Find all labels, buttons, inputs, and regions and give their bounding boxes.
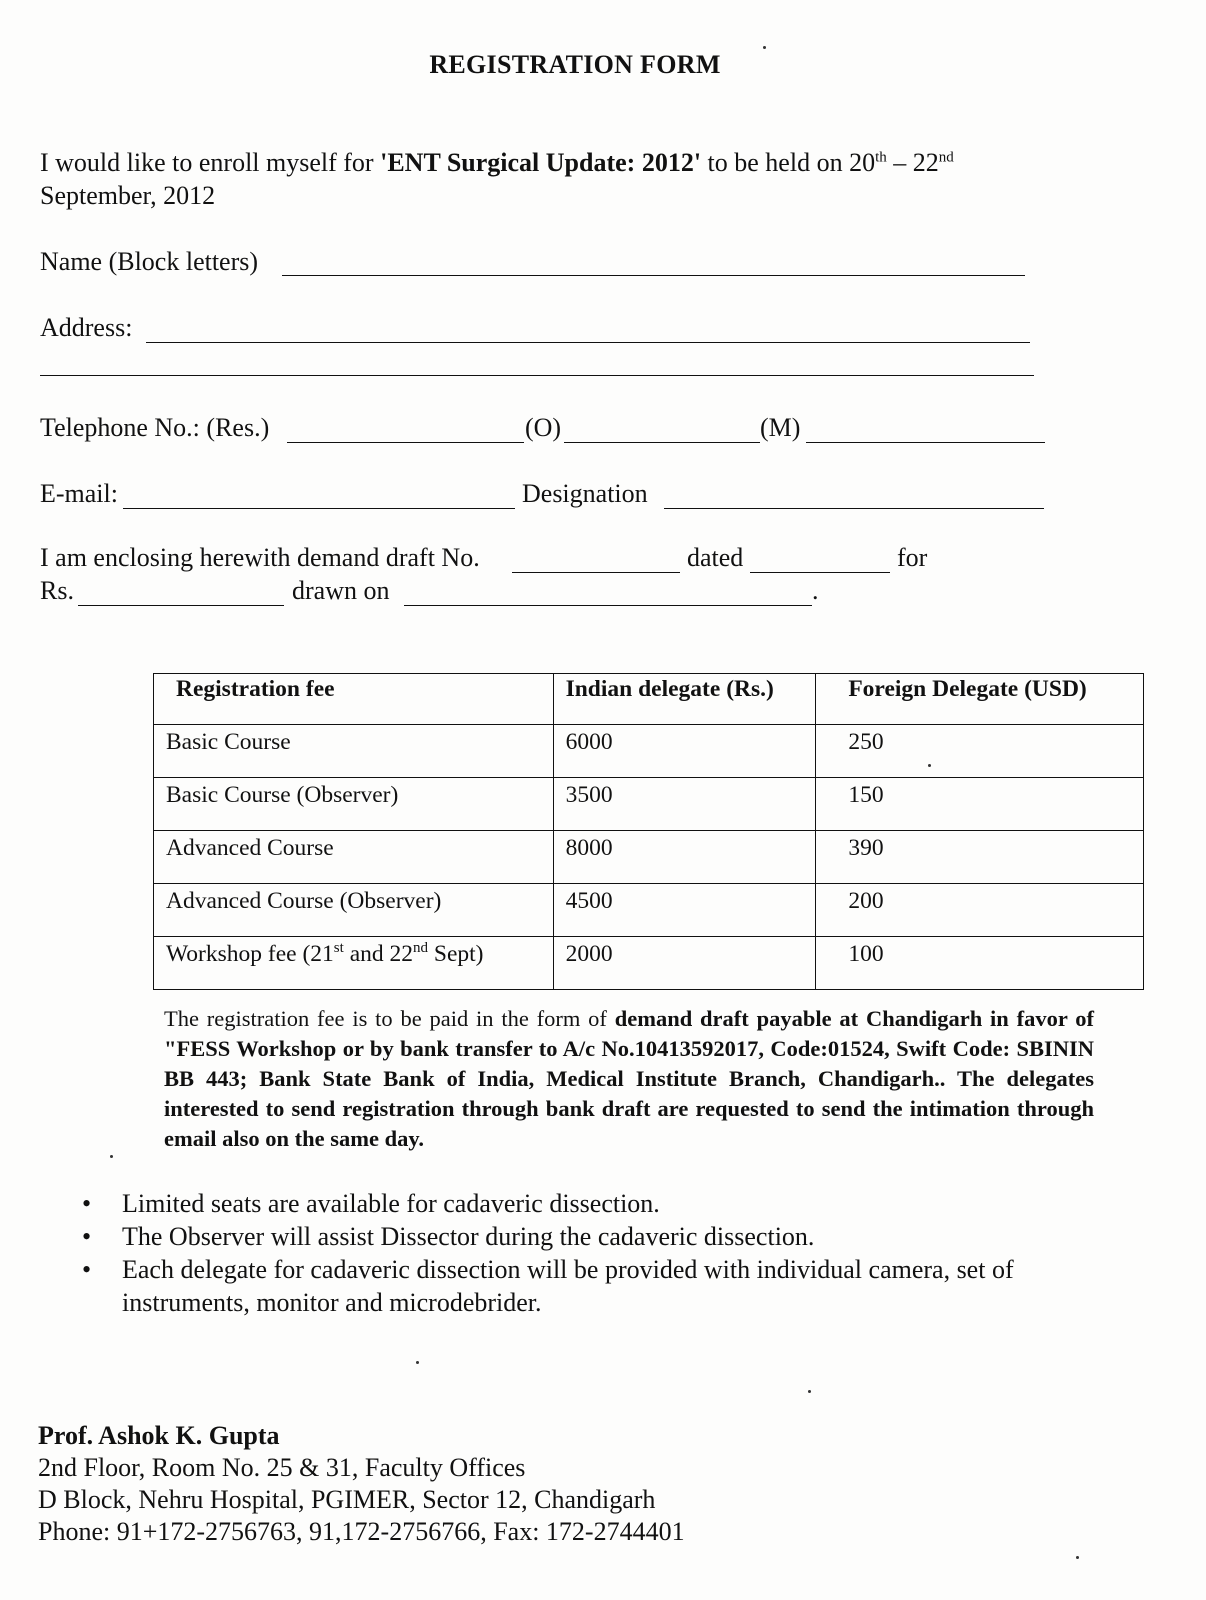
workshop-text-a: Workshop fee (21 [166,941,334,967]
amount-label: Rs. [40,576,74,605]
draft-date-field[interactable] [750,550,890,573]
course-name: Advanced Course [154,831,554,884]
list-item: • The Observer will assist Dissector during the cadaveric dissection. [38,1220,1118,1253]
table-row [154,884,1144,937]
contact-name: Prof. Ashok K. Gupta [38,1421,280,1450]
table-row [154,831,1144,884]
designation-field[interactable] [664,486,1044,509]
table-row [154,937,1144,990]
contact-address-line-2: D Block, Nehru Hospital, PGIMER, Sector 12, Chandigarh [38,1485,656,1514]
intro-mid: to be held on 20 [701,148,876,177]
intro-date-line: September, 2012 [40,181,216,210]
indian-fee: 3500 [553,778,816,831]
telephone-mobile-field[interactable] [806,420,1045,443]
email-field[interactable] [123,486,515,509]
workshop-sup-st: st [333,940,344,957]
scan-speck [763,46,766,49]
list-item: • Each delegate for cadaveric dissection will be provided with individual camera, set of instruments, monitor and microdebrider. [38,1253,1118,1319]
page-title: REGISTRATION FORM [429,50,721,79]
fee-table-header [154,674,1144,725]
drawn-on-period: . [812,576,819,605]
header-registration-fee: Registration fee [154,674,554,725]
address-label: Address: [40,313,133,342]
workshop-text-b: and 22 [343,941,413,967]
telephone-mobile-label: (M) [760,413,801,442]
telephone-res-field[interactable] [287,420,524,443]
info-bullets [38,1187,1118,1319]
indian-fee: 4500 [553,884,816,937]
event-name: 'ENT Surgical Update: 2012' [380,148,702,177]
draft-dated-label: dated [687,543,744,572]
indian-fee: 8000 [553,831,816,884]
drawn-on-label: drawn on [292,576,390,605]
scan-speck [808,1390,811,1393]
telephone-office-label: (O) [525,413,562,442]
intro-pre: I would like to enroll myself for [40,148,381,177]
foreign-fee: 150 [816,778,1144,831]
course-name: Basic Course [154,725,554,778]
payment-note-bold: demand draft payable at Chandigarh in favor of "FESS Workshop or by bank transfer to A/c No.10413592017, Code:01524, Swift Code: SBININ BB 443; Bank State Bank of India, Medical Institute Branch, Chandigarh.. The delegates interested to send registration through bank draft are requested to send the intimation through email also on the same day. [164,1006,1094,1151]
course-name: Advanced Course (Observer) [154,884,554,937]
intro-sup-nd: nd [938,149,954,166]
draft-number-field[interactable] [512,550,680,573]
course-name-workshop [154,937,554,990]
email-label: E-mail: [40,479,118,508]
list-item: • Limited seats are available for cadaveric dissection. [38,1187,1118,1220]
address-field-line-2[interactable] [40,353,1034,376]
name-field[interactable] [282,253,1025,276]
contact-phone: Phone: 91+172-2756763, 91,172-2756766, Fax: 172-2744401 [38,1517,685,1546]
telephone-res-label: Telephone No.: (Res.) [40,413,270,442]
draft-for-label: for [897,543,928,572]
contact-address-line-1: 2nd Floor, Room No. 25 & 31, Faculty Offices [38,1453,526,1482]
scan-speck [416,1361,419,1364]
name-label: Name (Block letters) [40,247,259,276]
workshop-text-c: Sept) [428,941,484,967]
indian-fee: 6000 [553,725,816,778]
payment-note-plain: The registration fee is to be paid in the form of [164,1006,615,1031]
fee-table [153,673,1144,990]
scan-speck [928,764,931,767]
foreign-fee: 100 [816,937,1144,990]
intro-dash: – 22 [886,148,939,177]
foreign-fee: 390 [816,831,1144,884]
designation-label: Designation [522,479,648,508]
course-name: Basic Course (Observer) [154,778,554,831]
header-foreign-delegate: Foreign Delegate (USD) [816,674,1144,725]
amount-field[interactable] [78,583,284,606]
indian-fee: 2000 [553,937,816,990]
table-row [154,778,1144,831]
intro-text [40,146,954,179]
workshop-sup-nd: nd [413,940,428,957]
intro-sup-th: th [875,149,887,166]
scan-speck [1076,1556,1079,1559]
draft-number-label: I am enclosing herewith demand draft No. [40,543,480,572]
table-row [154,725,1144,778]
foreign-fee: 200 [816,884,1144,937]
address-field-line-1[interactable] [146,320,1030,343]
header-indian-delegate: Indian delegate (Rs.) [553,674,816,725]
drawn-on-field[interactable] [404,583,812,606]
contact-block [38,1420,685,1548]
telephone-office-field[interactable] [564,420,760,443]
payment-note [164,1004,1094,1154]
foreign-fee: 250 [816,725,1144,778]
scan-speck [110,1155,113,1158]
